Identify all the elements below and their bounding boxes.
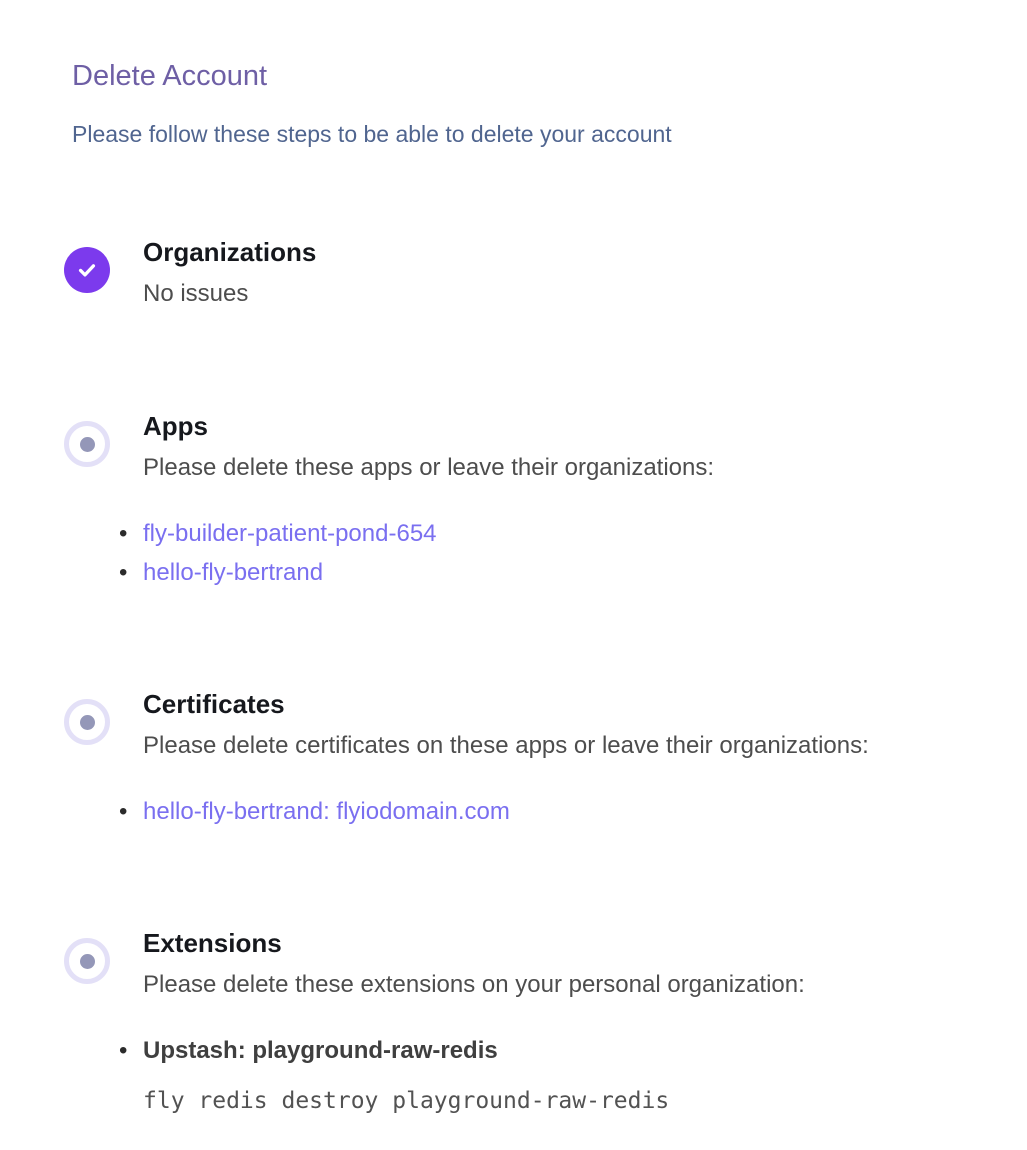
step-description: Please delete certificates on these apps or leave their organizations: — [143, 732, 869, 759]
step-description: No issues — [143, 280, 249, 307]
step-status-icon — [64, 938, 110, 984]
resource-link[interactable]: hello-fly-bertrand: flyiodomain.com — [143, 798, 510, 825]
step-item — [64, 689, 987, 831]
pending-dot-icon — [80, 954, 95, 969]
step-content — [143, 237, 316, 314]
list-item — [143, 553, 714, 592]
extension-name: Upstash: playground-raw-redis — [143, 1037, 498, 1064]
step-items — [143, 1031, 805, 1117]
page-title: Delete Account — [72, 60, 268, 92]
step-items — [143, 514, 714, 592]
step-status-icon — [64, 421, 110, 467]
step-item — [64, 237, 987, 314]
step-description: Please delete these apps or leave their organizations: — [143, 454, 715, 481]
step-content — [143, 411, 714, 592]
resource-link[interactable]: fly-builder-patient-pond-654 — [143, 520, 437, 547]
cli-command: fly redis destroy playground-raw-redis — [143, 1088, 670, 1114]
step-item — [64, 411, 987, 592]
resource-link[interactable]: hello-fly-bertrand — [143, 559, 324, 586]
check-icon — [76, 259, 98, 281]
step-content — [143, 689, 869, 831]
pending-dot-icon — [80, 437, 95, 452]
list-item — [143, 514, 714, 553]
page-subtitle: Please follow these steps to be able to delete your account — [72, 121, 672, 147]
step-description: Please delete these extensions on your personal organization: — [143, 971, 805, 998]
pending-dot-icon — [80, 715, 95, 730]
step-title: Extensions — [143, 928, 282, 958]
step-title: Apps — [143, 411, 208, 441]
steps-list — [64, 237, 987, 1117]
step-item — [64, 928, 987, 1117]
list-item — [143, 1031, 805, 1117]
step-title: Organizations — [143, 237, 317, 267]
step-content — [143, 928, 805, 1117]
step-status-icon — [64, 247, 110, 293]
step-title: Certificates — [143, 689, 285, 719]
list-item — [143, 792, 869, 831]
step-status-icon — [64, 699, 110, 745]
step-items — [143, 792, 869, 831]
